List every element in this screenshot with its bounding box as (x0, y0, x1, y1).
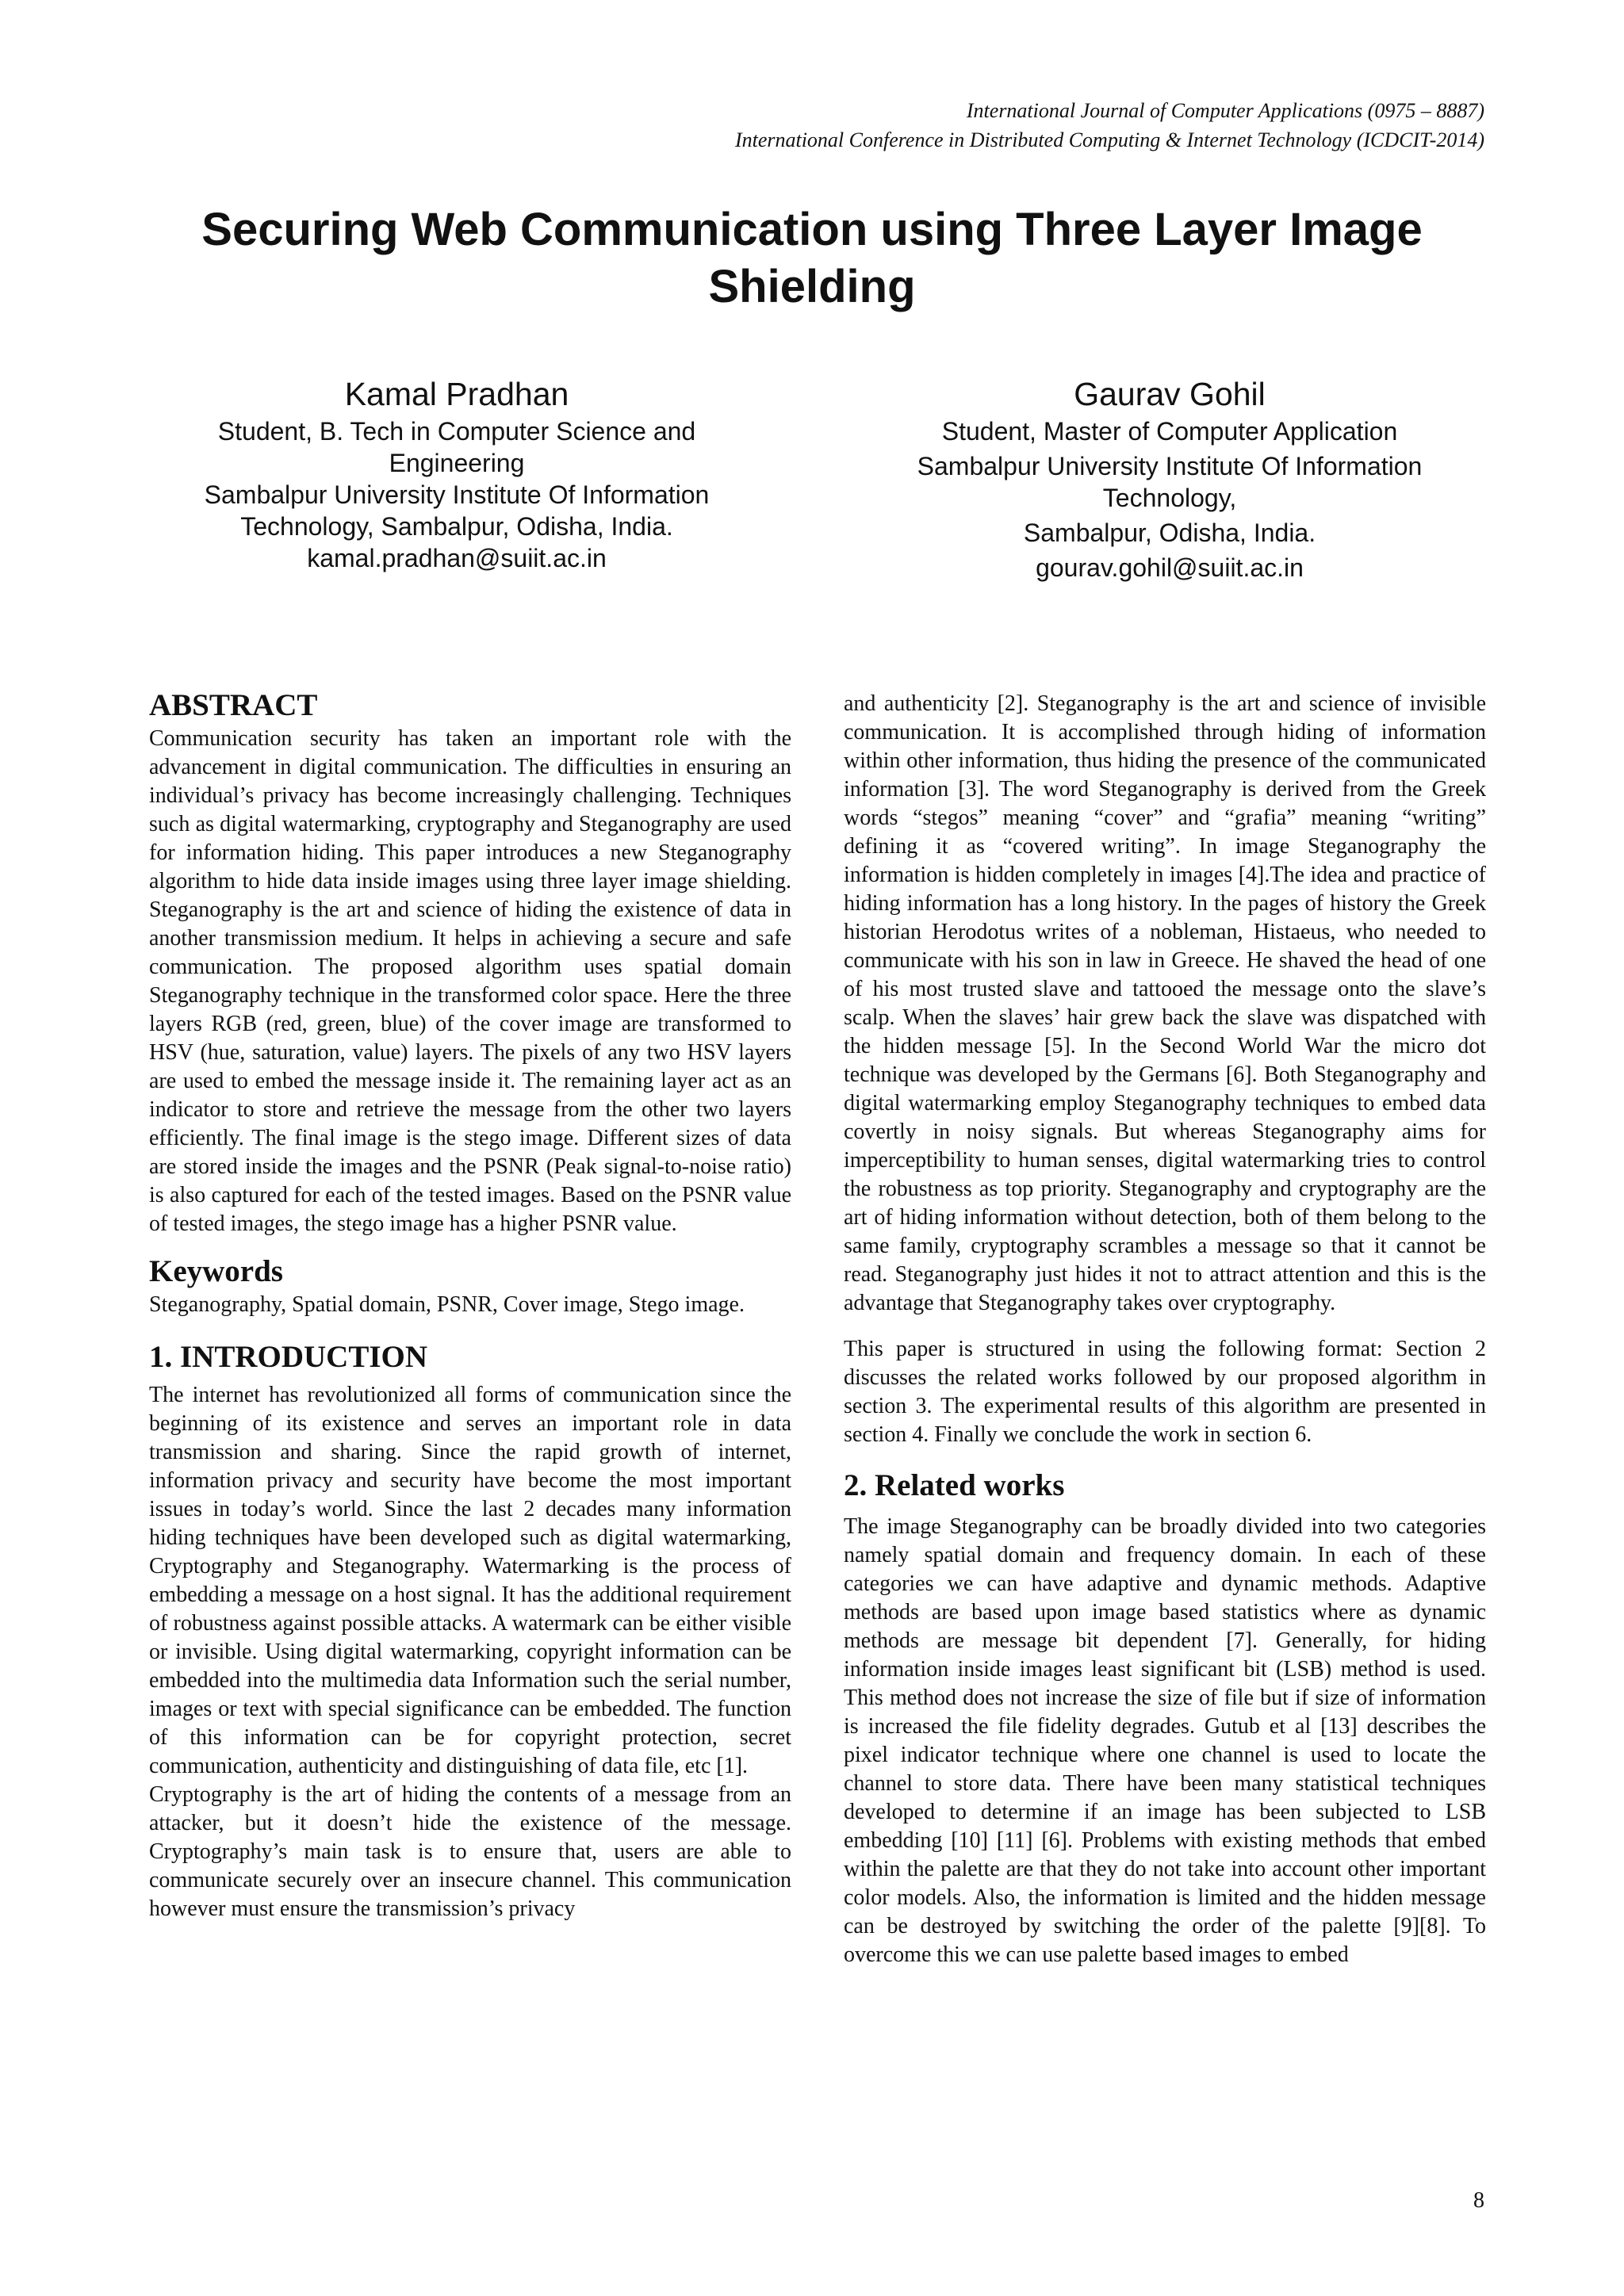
keywords-text: Steganography, Spatial domain, PSNR, Cover image, Stego image. (149, 1292, 745, 1317)
author-name: Gaurav Gohil (1074, 376, 1266, 412)
author-email: gourav.gohil@suiit.ac.in (1036, 553, 1304, 582)
introduction-paragraph: Cryptography is the art of hiding the contents of a message from an attacker, but it doesn’t hide the existence of the message. Cryptography’s main task is to ensure that, users are able to communicate securely over an insecure channel. This communication however must ensure the transmission’s privacy (149, 1782, 791, 1921)
page-number: 8 (1473, 2188, 1484, 2213)
abstract-heading: ABSTRACT (149, 688, 318, 722)
author-affiliation: Sambalpur, Odisha, India. (1023, 519, 1316, 547)
introduction-heading: 1. INTRODUCTION (149, 1340, 428, 1374)
left-column (149, 687, 791, 1923)
author-block-2 (868, 374, 1471, 587)
introduction-paragraph: and authenticity [2]. Steganography is the art and science of invisible communication. It is accomplished through hiding of information within other information, thus hiding the presence of the communicated information [3]. The word Steganography is derived from the Greek words “stegos” meaning “cover” and “grafia” meaning “writing” defining it as “covered writing”. In image Steganography the information is hidden completely in images [4].The idea and practice of hiding information has a long history. In the pages of history the Greek historian Herodotus writes of a nobleman, Histaeus, who needed to communicate with his son in law in Greece. He shaved the head of one of his most trusted slave and tattooed the message onto the slave’s scalp. When the slaves’ hair grew back the slave was dispatched with the hidden message [5]. In the Second World War the micro dot technique was developed by the Germans [6]. Both Steganography and digital watermarking employ Steganography techniques to embed data covertly in noisy signals. But whereas Steganography aims for imperceptibility to human senses, digital watermarking tries to control the robustness as top priority. Steganography and cryptography are the art of hiding information without detection, both of them belong to the same family, cryptography scrambles a message so that it cannot be read. Steganography just hides it not to attract attention and this is the advantage that Steganography takes over cryptography. (844, 691, 1486, 1315)
author-affiliation: Sambalpur University Institute Of Information Technology, (917, 452, 1423, 512)
keywords-heading: Keywords (149, 1254, 283, 1288)
related-works-heading: 2. Related works (844, 1468, 1065, 1502)
journal-header (374, 96, 1484, 155)
conference-name: International Conference in Distributed Computing & Internet Technology (ICDCIT-2014) (734, 128, 1484, 151)
paper-title: Securing Web Communication using Three Layer Image Shielding (201, 204, 1423, 312)
author-affiliation: Student, Master of Computer Application (941, 417, 1398, 446)
author-block-1 (155, 374, 758, 574)
author-affiliation: Sambalpur University Institute Of Information Technology, Sambalpur, Odisha, India. (204, 480, 710, 541)
right-column (844, 690, 1486, 1969)
introduction-paragraph: The internet has revolutionized all forms of communication since the beginning of its existence and serves an important role in data transmission and sharing. Since the rapid growth of internet, information privacy and security have become the most important issues in today’s world. Since the last 2 decades many information hiding techniques have been developed such as digital watermarking, Cryptography and Steganography. Watermarking is the process of embedding a message on a host signal. It has the additional requirement of robustness against possible attacks. A watermark can be either visible or invisible. Using digital watermarking, copyright information can be embedded into the multimedia data Information such the serial number, images or text with special significance can be embedded. The function of this information can be for copyright protection, secret communication, authenticity and distinguishing of data file, etc [1]. (149, 1383, 791, 1778)
abstract-text: Communication security has taken an important role with the advancement in digital communication. The difficulties in ensuring an individual’s privacy has become increasingly challenging. Techniques such as digital watermarking, cryptography and Steganography are used for information hiding. This paper introduces a new Steganography algorithm to hide data inside images using three layer image shielding. Steganography is the art and science of hiding the existence of data in another transmission medium. It helps in achieving a secure and safe communication. The proposed algorithm uses spatial domain Steganography technique in the transformed color space. Here the three layers RGB (red, green, blue) of the cover image are transformed to HSV (hue, saturation, value) layers. The pixels of any two HSV layers are used to embed the message inside it. The remaining layer act as an indicator to store and retrieve the message from the other two layers efficiently. The final image is the stego image. Different sizes of data are stored inside the images and the PSNR (Peak signal-to-noise ratio) is also captured for each of the tested images. Based on the PSNR value of tested images, the stego image has a higher PSNR value. (149, 726, 791, 1236)
author-name: Kamal Pradhan (344, 376, 569, 412)
author-affiliation: Student, B. Tech in Computer Science and Engineering (217, 417, 696, 477)
introduction-paragraph: This paper is structured in using the following format: Section 2 discusses the related works followed by our proposed algorithm in section 3. The experimental results of this algorithm are presented in section 4. Finally we conclude the work in section 6. (844, 1337, 1486, 1447)
author-email: kamal.pradhan@suiit.ac.in (307, 544, 607, 572)
related-works-text: The image Steganography can be broadly divided into two categories namely spatial domain and frequency domain. In each of these categories we can have adaptive and dynamic methods. Adaptive methods are based upon image based statistics where as dynamic methods are message bit dependent [7]. Generally, for hiding information inside images least significant bit (LSB) method is used. This method does not increase the size of file but if size of information is increased the file fidelity degrades. Gutub et al [13] describes the pixel indicator technique where one channel is used to locate the channel to store data. There have been many statistical techniques developed to determine if an image has been subjected to LSB embedding [10] [11] [6]. Problems with existing methods that embed within the palette are that they do not take into account other important color models. Also, the information is limited and the hidden message can be destroyed by switching the order of the palette [9][8]. To overcome this we can use palette based images to embed (844, 1514, 1486, 1967)
journal-name: International Journal of Computer Applications (0975 – 8887) (966, 99, 1484, 122)
